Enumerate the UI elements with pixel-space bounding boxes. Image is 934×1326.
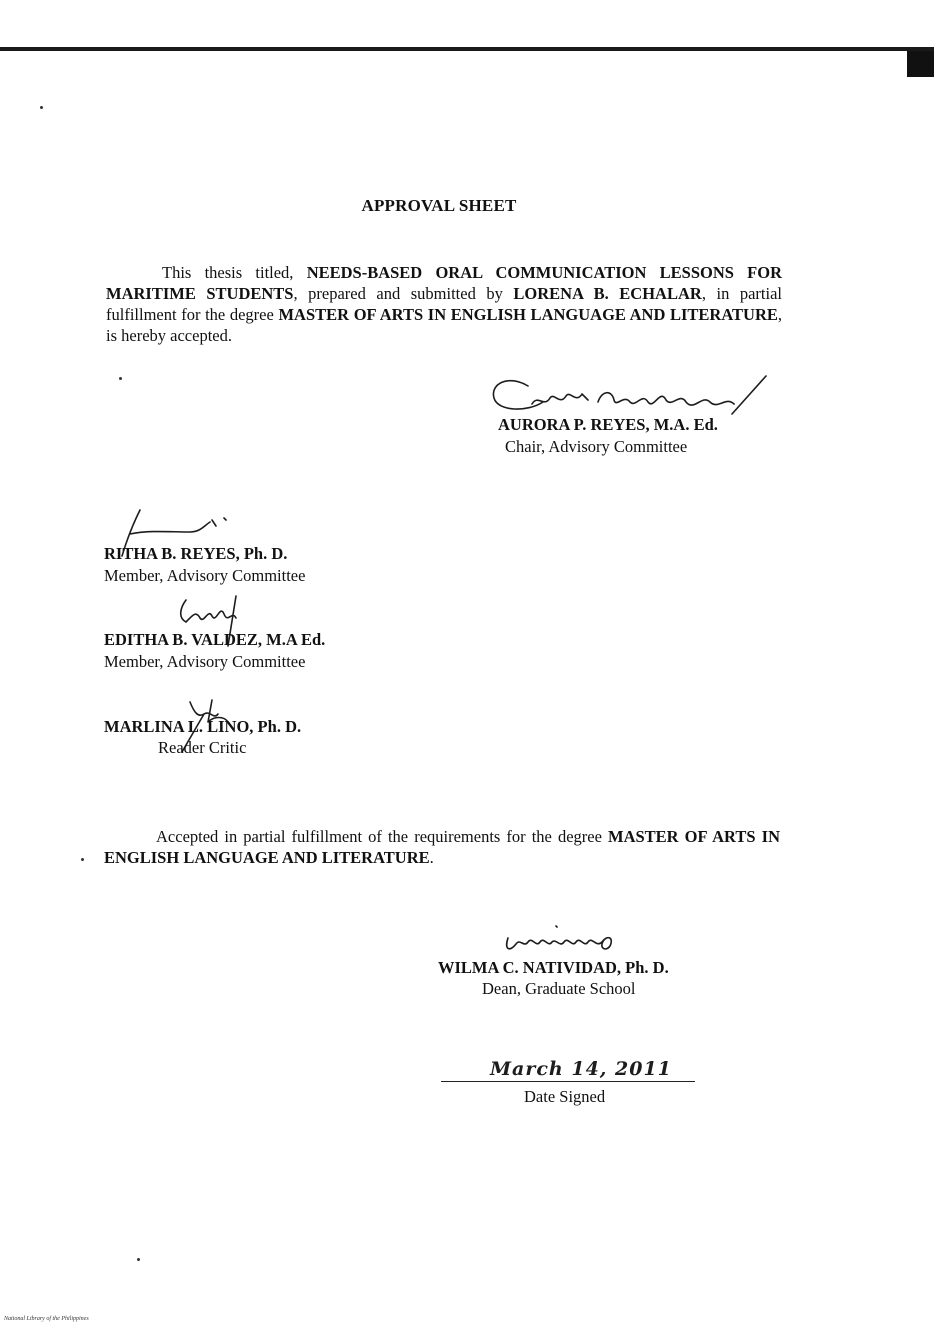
member-2-role: Member, Advisory Committee: [104, 652, 306, 671]
acceptance-paragraph: Accepted in partial fulfillment of the requirements for the degree MASTER OF ARTS IN ENGLISH LANGUAGE AND LITERATURE.: [104, 827, 780, 867]
page-title: APPROVAL SHEET: [361, 196, 517, 215]
chair-name: AURORA P. REYES, M.A. Ed.: [498, 415, 718, 434]
acceptance-degree: MASTER OF ARTS IN ENGLISH LANGUAGE AND LITERATURE: [104, 827, 780, 867]
scan-corner-mark: [907, 51, 934, 77]
scan-speck: [40, 106, 43, 109]
dean-name: WILMA C. NATIVIDAD, Ph. D.: [438, 958, 669, 977]
member-3-name: MARLINA L. LINO, Ph. D.: [104, 717, 302, 736]
author-name: LORENA B. ECHALAR: [513, 284, 702, 303]
signed-date: March 14, 2011: [490, 1058, 672, 1080]
member-2-name: EDITHA B. VALDEZ, M.A Ed.: [104, 630, 326, 649]
intro-lead: This thesis titled,: [162, 263, 294, 282]
date-line: [441, 1081, 695, 1082]
scan-speck: [119, 377, 122, 380]
intro-paragraph: This thesis titled, NEEDS-BASED ORAL COMMUNICATION LESSONS FOR MARITIME STUDENTS, prepared and submitted by LORENA B. ECHALAR, in partial fulfillment for the degree MASTER OF ARTS IN ENGLISH LANGUAGE AND LITERATURE, is hereby accepted.: [106, 263, 783, 345]
dean-signature: [498, 918, 622, 958]
footer-watermark: National Library of the Philippines: [4, 1316, 89, 1322]
date-signed-label: Date Signed: [524, 1087, 606, 1106]
thesis-title: NEEDS-BASED ORAL COMMUNICATION LESSONS FOR MARITIME STUDENTS: [106, 263, 782, 303]
member-1-role: Member, Advisory Committee: [104, 566, 306, 585]
scan-speck: [137, 1258, 140, 1261]
member-1-name: RITHA B. REYES, Ph. D.: [104, 544, 288, 563]
member-3-role: Reader Critic: [158, 738, 247, 757]
acceptance-lead: Accepted in partial fulfillment of the requirements for the degree: [156, 827, 602, 846]
degree-name: MASTER OF ARTS IN ENGLISH LANGUAGE AND LITERATURE: [278, 305, 778, 324]
scan-speck: [81, 858, 84, 861]
dean-role: Dean, Graduate School: [482, 979, 636, 998]
chair-role: Chair, Advisory Committee: [505, 437, 688, 456]
scan-top-border: [0, 47, 934, 51]
